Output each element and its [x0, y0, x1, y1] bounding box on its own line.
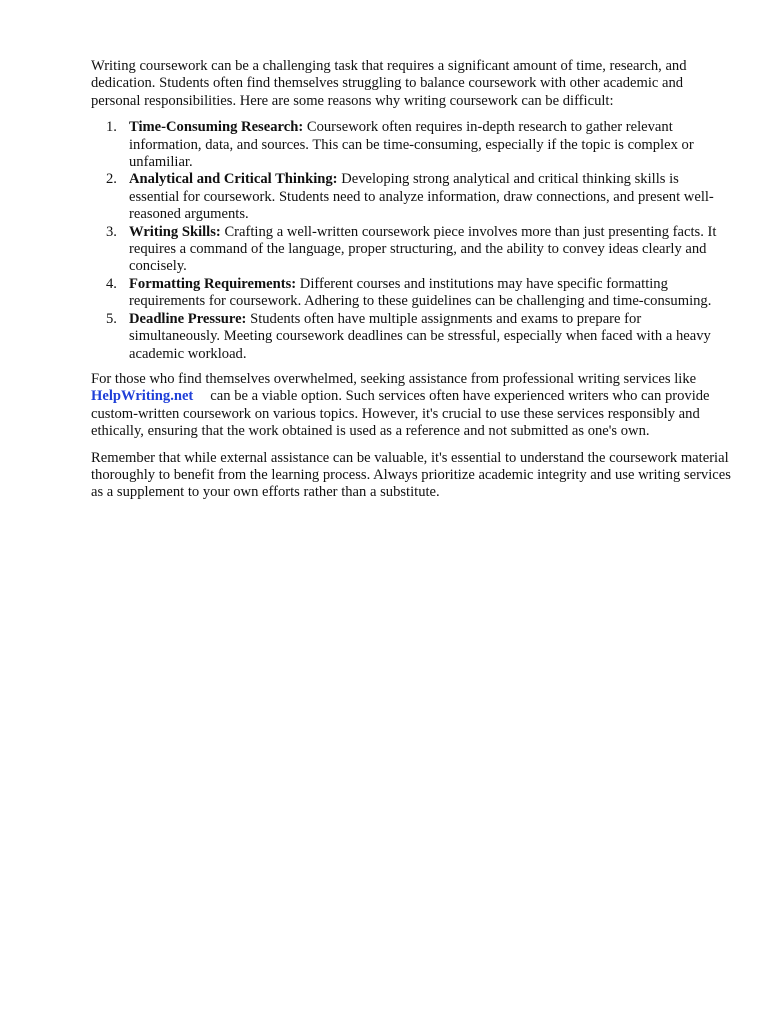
- list-item-term: Deadline Pressure:: [129, 310, 247, 327]
- list-item-text: Students often have multiple assignments and exams to prepare for simultaneously. Meeting coursework deadlines can be stressful, especially when faced with a heavy academic workload.: [129, 310, 711, 362]
- list-item-number: 3.: [106, 223, 117, 240]
- list-item-text: Developing strong analytical and critical thinking skills is essential for coursework. Students need to analyze information, draw connections, and present well-reasoned arguments.: [129, 171, 714, 223]
- closing-paragraph: Remember that while external assistance can be valuable, it's essential to understand the coursework material thoroughly to benefit from the learning process. Always prioritize academic integrity and use writing services as a supplement to your own efforts rather than a substitute.: [91, 449, 731, 501]
- assistance-paragraph: [91, 371, 731, 441]
- intro-paragraph: Writing coursework can be a challenging task that requires a significant amount of time, research, and dedication. Students often find themselves struggling to balance coursework with other academic and personal responsibilities. Here are some reasons why writing coursework can be difficult:: [91, 58, 687, 109]
- list-item-number: 4.: [106, 275, 117, 292]
- list-item-term: Writing Skills:: [129, 223, 221, 240]
- list-item: [106, 223, 731, 276]
- list-item: [106, 275, 731, 311]
- list-item-term: Formatting Requirements:: [129, 275, 297, 292]
- reasons-list: [91, 119, 731, 363]
- list-item: [106, 310, 731, 363]
- document-page: [91, 58, 731, 511]
- assistance-text-before: For those who find themselves overwhelmed, seeking assistance from professional writing services like: [91, 370, 697, 387]
- list-item-text: Crafting a well-written coursework piece involves more than just presenting facts. It requires a command of the language, proper structuring, and the ability to convey ideas clearly and concisely.: [129, 223, 717, 275]
- list-item: [106, 171, 731, 223]
- list-item-term: Analytical and Critical Thinking:: [129, 171, 338, 188]
- list-item-text: Coursework often requires in-depth research to gather relevant information, data, and sources. This can be time-consuming, especially if the topic is complex or unfamiliar.: [129, 119, 694, 171]
- list-item-term: Time-Consuming Research:: [129, 119, 304, 136]
- list-item-text: Different courses and institutions may have specific formatting requirements for coursework. Adhering to these guidelines can be challenging and time-consuming.: [129, 275, 712, 310]
- assistance-text-after: can be a viable option. Such services often have experienced writers who can provide custom-written coursework on various topics. However, it's crucial to use these services responsibly and ethically, ensuring that the work obtained is used as a reference and not submitted as one's own.: [91, 388, 710, 440]
- list-item-number: 2.: [106, 171, 117, 188]
- helpwriting-link[interactable]: HelpWriting.net: [91, 388, 194, 405]
- list-item-number: 5.: [106, 310, 117, 327]
- list-item: [106, 119, 731, 171]
- list-item-number: 1.: [106, 119, 117, 136]
